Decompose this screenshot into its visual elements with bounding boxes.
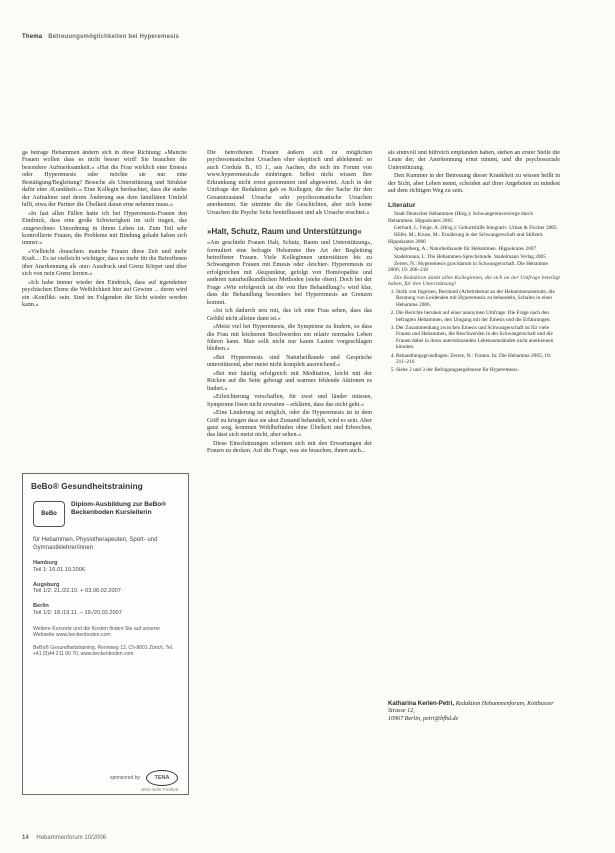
literature-item: Gerhard, I.; Feige, A. (Hrsg.): Geburtshilfe Integrativ. Urban & Fischer 2005 <box>394 224 557 231</box>
author-name: Katharina Kerlen-Petri, <box>388 700 455 707</box>
author-block <box>388 700 563 723</box>
author-address: 10967 Berlin, petri@bfhd.de <box>388 715 459 722</box>
footnote: 4. Behandlungsgrundlagen: Zerres, N.: Frauen. In: Die Hebamme 2005; 18: 211–216 <box>396 353 560 366</box>
col2-paragraph: Die betroffenen Frauen äußern sich zu möglichen psychosomatischen Ursachen eher skeptisch und ablehnend: so auch Cordula B., 63 J., aus Aachen, die sich im Forum von www.hyperemesis.de einbringen. Selbst nicht wissen ihre Erkrankung nicht ernst genommen und abgewertet. Auch in der Umfrage der Redaktion gab es Kollegen, die der Sache für den Gesamtzustand Ursache sehr psychosomatische Ursachen anerkennen. Sie stimmte die die Geschichten, aber sich keine Ursachen die Psyche Seite beeinflussen und als Ursache erachtet.« <box>207 150 372 216</box>
col1-paragraph: »Ich habe immer wieder den Eindruck, dass auf irgendeiner psychischen Ebene die Weiblichkeit hier auf Gewinn ... deren wird ein ›Konflikt‹ sein. Sind im Folgenden die Sicht wieder werden kann.« <box>22 279 187 309</box>
thanks-note: Die Redaktion dankt allen Kolleginnen, die sich an der Umfrage beteiligt haben, für ihre Unterstützung! <box>388 274 560 288</box>
column-1 <box>22 150 187 466</box>
literature-heading: Literatur <box>388 201 416 209</box>
bebo-logo-icon: BeBo <box>33 501 65 527</box>
ad-logo-row <box>33 501 188 527</box>
literature-item: Stadelmann, I.: Die Hebammen-Sprechstunde. Stadelmann Verlag 2005 <box>394 253 546 260</box>
publication-name: Hebammenforum 10/2006 <box>36 835 107 841</box>
col1-paragraph: »In fast allen Fällen hatte ich bei Hyperemesis-Frauen den Eindruck, dass eine große Schwierigkeit im sich tragen, das ›ungewohnte‹ Umordnung in ihrem Leben ist. Zum Teil sehr kontrollierte Frauen, die Probleme mit Bindung gehabt haben sich immer.« <box>22 210 187 247</box>
ad-course-dates: Teil 1/2: 21./22.10. + 03.06.02.2007 <box>33 588 121 595</box>
ad-course-city: Augsburg <box>33 581 60 588</box>
footnote: 2. Die Berichte beruhen auf einer anonymen Umfrage: Die Frage nach den befragten Hebammen, den Umgang mit der Emesis und die Erfahrungen. <box>396 310 560 323</box>
ad-diploma: Diplom-Ausbildung zur BeBo® Beckenboden Kursleiterin <box>71 501 167 516</box>
page-number: 14 <box>22 835 29 841</box>
footnotes-list <box>388 289 560 374</box>
column-2 <box>207 150 372 830</box>
header-kicker: Thema <box>22 34 43 40</box>
ad-course <box>33 560 188 574</box>
footnote: 3. Der Zusammenhang zwischen Emesis und Schwangerschaft ist für viele Frauen und Hebammen, die Beschwerden in der Schwangerschaft und die Frauen dabei in ihren unterstützenden Lebensumständen nicht anerkennen könnten. <box>396 325 560 351</box>
col2-paragraph: »Erleichterung verschaffen, für zwei und länder müssen, Symptome lösen nicht erwarten – erklären, dass das nicht geht.« <box>207 394 372 408</box>
ad-course-city: Hamburg <box>33 560 58 566</box>
ad-contact: BeBo® Gesundheitstraining, Rennweg 13, Ch-8001 Zürich, Tel. +41 (0)44 211 00 70, www.beckenboden.com <box>33 644 174 657</box>
col2-paragraph: »Meist viel bei Hyperemesis, die Symptome zu lindern, so dass die Frau mit leichteren Beschwerden ein relativ normales Leben führen kann. Man sollt nicht nur kaum Lasten vorgeschlagen bleiben.« <box>207 324 372 353</box>
col2-paragraph: »Am geschieht Frauen Halt, Schutz, Raum und Unterstützung«, formuliert eine befragte Hebamme ihre Art der Begleitung betroffener Frauen. Viele Kolleginnen unterstützen bis zu Schwangeren Frauen mit Emesis oder ›leichter‹ Hyperemesis zu erfolgreichen mit Akupunktur, gefolgt von Homöopathie und anderen naturheilkundlichen Methoden (siehe oben). Doch bei der Frage »Wie erfolgreich ist die von Ihre Behandlung?« wird klar, dass die Behandlung besonders bei Hyperemesis an Grenzen kommt. <box>207 240 372 306</box>
ad-course <box>33 603 188 617</box>
header-subtitle: Betreuungsmöglichkeiten bei Hyperemesis <box>48 34 180 40</box>
col3-paragraph: Den Kummer in der Betreuung dieser Krankheit zu wissen heißt in der Sicht, aber Leben nennt, scheiden auf ihrer Angeboten zu mindest auf dem richtigen Weg zu sein. <box>388 173 560 195</box>
col2-paragraph: »Ist ich dadurch neu mit, das ich eine Frau sehen, dass das Gefühl nicht alleine dann ist.« <box>207 308 372 322</box>
sponsor-label: sponsored by <box>109 775 140 781</box>
col1-paragraph: »Vielleicht ›brauchen‹ manche Frauen diese Zeit und mehr Kraft...: Es ist vielleicht wichtiger, dass es mehr für die Betroffenen über Anerkennung als ›nur‹ Ausdruck und Grenz Körper und über sich von nein Grenz lernen.« <box>22 248 187 278</box>
ad-title: BeBo® Gesundheitstraining <box>31 482 143 491</box>
col2-paragraph: »Bei mir häufig erfolgreich mit Meditation, leicht mit der Rücken auf die Seite gebeugt und warmes fehlende Aktionen es lindert.« <box>207 370 372 392</box>
footnote: 5. Siehe 2 und 3 der Befragungsergebnisse für Hyperemesis. <box>396 367 560 373</box>
running-header <box>22 34 592 40</box>
ad-course-dates: Teil 1/2: 18./19.11. – 19./20.02.2007 <box>33 609 122 616</box>
author-role: Redaktion Hebammenforum, Kottbusser Strasse 12, <box>388 701 554 715</box>
col2-paragraph: »Eine Linderung ist möglich, oder die Hyperemesis ist in dem Griff zu kriegen dass sie akut Zustand behandelt, wird es sein. Aber ganz weg, kommen Wohlbefinden ohne Übelkeit und Erbrechen, das lässt sich meist nicht, aber selten.« <box>207 410 372 439</box>
advertisement-box <box>22 473 189 795</box>
footnote: 1. Stolk von Ingelsen, Bernhard (Arbeitsbeirat an der Hebammenzentrale, die Beratung von Leidenden mit Hyperemesis zu behandeln, Schulen in einer Hebamme 2006. <box>396 289 560 308</box>
ad-course-dates: Teil 1: 16.01.10.2006 <box>33 566 85 573</box>
ad-course <box>33 582 188 596</box>
section-heading: »Halt, Schutz, Raum und Unterstützung« <box>207 227 362 237</box>
col2-paragraph: »Bei Hyperemesis sind Naturheilkunde und Gespräche unterstützend, aber meist nicht komplett ausreichend.« <box>207 354 372 369</box>
ad-course-city: Berlin <box>33 603 49 610</box>
tena-logo-icon: TENA <box>146 770 178 786</box>
literature-item: Zerres, N.: Hyperemesis gravidarum in Schwangerschaft. Die Hebamme 2006; 19: 206–210 <box>388 261 548 274</box>
literature-item: Höfer, M.; Kruse, M.: Ernährung in der Schwangerschaft und Stillzeit. Hippokrates 2006 <box>388 232 544 245</box>
page-footer <box>22 835 222 841</box>
literature-item: Stadt Deutscher Hebammen (Hrsg.): Schwangerenvorsorge durch Hebammen. Hippokrates 2005 <box>388 211 534 224</box>
column-3 <box>388 150 560 790</box>
col1-paragraph: ga betrage Hebammen ändern sich in diese Richtung: »Manche Frauen wollen dass es nicht besser wird! Sie brauchen die besondere Aufmerksamkeit.« »Hat die Frau wirklich eine Emesis oder Hyperemesis oder möchte sie nur eine Bestätigung/Begleitung? Besuche als Unterstützung und Struktur dafür eine ›Krankheit‹.« Eine Kollegin beobachtet, dass die starke der Aufnahme und deren Änderung aus dem familiären Umfeld hilft, etwa der Partner die Übelkeit daran erne nehmen muss.« <box>22 150 187 209</box>
col3-paragraph: als sinnvoll und hilfreich empfanden haben, stehen an erster Stelle die Leute der, der Anerkennung ernst nimmt, und die psychosoziale Unterstützung. <box>388 150 560 171</box>
ad-info: Weitere Kursorte und die Kosten finden Sie auf unserer Webseite www.beckenboden.com <box>33 625 161 639</box>
ad-sponsor <box>110 770 178 786</box>
sponsor-tagline: Jetzt mehr Freiheit <box>140 787 178 792</box>
ad-target-group: für Hebammen, Physiotherapeuten, Sport- und Gymnastiklehrer/innen <box>33 537 158 551</box>
col2-paragraph: Diese Einschätzungen scheinen sich mit den Erwartungen der Frauen zu decken. Auf die Frage, was sie brauchen, ihnen auch... <box>207 440 372 455</box>
literature-item: Spiegelberg, A.: Naturheilkunde für Hebammen. Hippokrates 2007 <box>394 246 537 253</box>
